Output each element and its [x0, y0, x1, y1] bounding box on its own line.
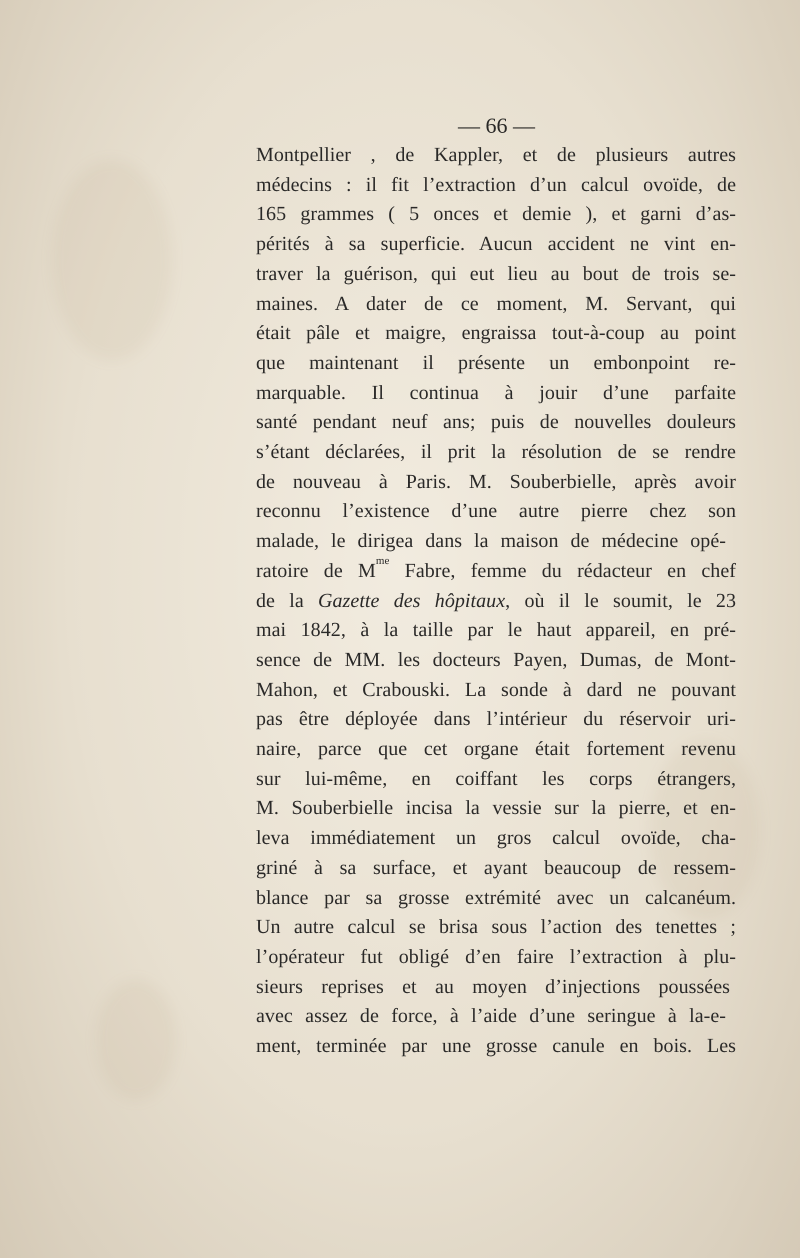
text-line: pas être déployée dans l’intérieur du réservoir uri- — [256, 708, 736, 731]
page-number: — 66 — — [458, 113, 535, 138]
text-fragment: , où il le soumit, le 23 — [505, 589, 736, 612]
text-line: griné à sa surface, et ayant beaucoup de ressem- — [256, 856, 736, 879]
text-line: Un autre calcul se brisa sous l’action des tenettes ; — [256, 916, 736, 939]
text-line: mai 1842, à la taille par le haut appareil, en pré- — [256, 619, 736, 642]
text-line: malade, le dirigea dans la maison de médecine opé- — [256, 530, 726, 553]
text-line: pérités à sa superficie. Aucun accident ne vint en- — [256, 233, 736, 256]
text-line: que maintenant il présente un embonpoint re- — [256, 351, 736, 374]
text-line: l’opérateur fut obligé d’en faire l’extraction à plu- — [256, 945, 736, 968]
text-line: leva immédiatement un gros calcul ovoïde, cha- — [256, 827, 736, 850]
text-line: blance par sa grosse extrémité avec un calcanéum. — [256, 886, 736, 909]
text-line: Montpellier , de Kappler, et de plusieurs autres — [256, 144, 736, 166]
text-fragment: de la — [256, 589, 304, 612]
text-line: était pâle et maigre, engraissa tout-à-coup au point — [256, 322, 736, 345]
text-line: naire, parce que cet organe était fortement revenu — [256, 738, 736, 761]
paper-stain — [96, 980, 176, 1100]
paper-stain — [52, 160, 172, 360]
text-line: marquable. Il continua à jouir d’une parfaite — [256, 381, 736, 404]
text-line: sieurs reprises et au moyen d’injections poussées — [256, 975, 730, 998]
text-line: avec assez de force, à l’aide d’une seringue à la-e- — [256, 1005, 726, 1028]
text-line-with-title — [256, 587, 736, 617]
text-fragment: Fabre, femme du rédacteur en chef — [404, 559, 736, 582]
text-line-with-superscript — [256, 557, 736, 587]
text-line: ment, terminée par une grosse canule en bois. Les — [256, 1035, 736, 1058]
text-fragment: ratoire de M — [256, 559, 376, 582]
text-line: santé pendant neuf ans; puis de nouvelles douleurs — [256, 411, 736, 434]
text-line: de nouveau à Paris. M. Souberbielle, après avoir — [256, 470, 736, 493]
text-line: reconnu l’existence d’une autre pierre chez son — [256, 500, 736, 523]
text-line: 165 grammes ( 5 onces et demie ), et garni d’as- — [256, 203, 736, 226]
text-line: maines. A dater de ce moment, M. Servant, qui — [256, 292, 736, 315]
body-text — [256, 141, 736, 1062]
text-line: Mahon, et Crabouski. La sonde à dard ne pouvant — [256, 678, 736, 701]
superscript-abbreviation: me — [375, 555, 390, 568]
text-line: sence de MM. les docteurs Payen, Dumas, de Mont- — [256, 648, 736, 671]
journal-title: Gazette des hôpitaux — [318, 589, 506, 612]
text-line: s’étant déclarées, il prit la résolution de se rendre — [256, 441, 736, 464]
text-line: sur lui-même, en coiffant les corps étrangers, — [256, 767, 736, 790]
text-line: traver la guérison, qui eut lieu au bout de trois se- — [256, 262, 736, 285]
text-line: M. Souberbielle incisa la vessie sur la pierre, et en- — [256, 797, 736, 820]
text-line: médecins : il fit l’extraction d’un calcul ovoïde, de — [256, 173, 736, 196]
